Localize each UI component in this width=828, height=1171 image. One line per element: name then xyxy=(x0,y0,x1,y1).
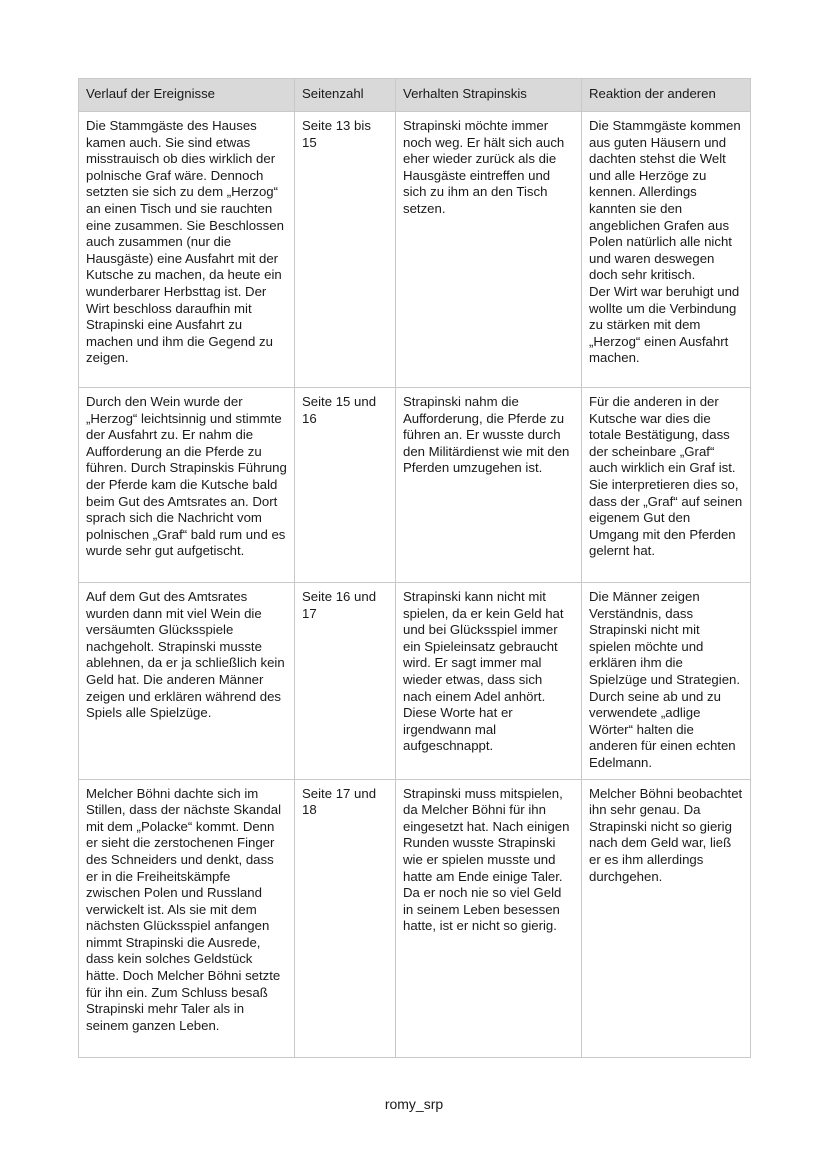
cell-verhalten: Strapinski muss mitspielen, da Melcher Böhni für ihn eingesetzt hat. Nach einigen Runden wusste Strapinski wie er spielen musste und hatte am Ende einige Taler. Da er noch nie so viel Geld in seinem Leben besessen hatte, ist er nicht so gierig. xyxy=(396,779,582,1057)
table-row xyxy=(79,779,751,1057)
cell-verlauf: Durch den Wein wurde der „Herzog“ leichtsinnig und stimmte der Ausfahrt zu. Er nahm die Aufforderung an die Pferde zu führen. Durch Strapinskis Führung der Pferde kam die Kutsche bald beim Gut des Amtsrates an. Dort sprach sich die Nachricht vom polnischen „Graf“ bald rum und es wurde sehr gut aufgetischt. xyxy=(79,388,295,583)
events-table xyxy=(78,78,751,1058)
cell-verlauf: Melcher Böhni dachte sich im Stillen, dass der nächste Skandal mit dem „Polacke“ kommt. Denn er sieht die zerstochenen Finger des Schneiders und denkt, dass er in die Freiheitskämpfe zwischen Polen und Russland verwickelt ist. Als sie mit dem nächsten Glücksspiel anfangen nimmt Strapinski die Ausrede, dass kein solches Geldstück hätte. Doch Melcher Böhni setzte für ihn ein. Zum Schluss besaß Strapinski mehr Taler als in seinem ganzen Leben. xyxy=(79,779,295,1057)
cell-reaktion: Die Männer zeigen Verständnis, dass Strapinski nicht mit spielen möchte und erklären ihm die Spielzüge und Strategien. Durch seine ab und zu verwendete „adlige Wörter“ halten die anderen für einen echten Edelmann. xyxy=(582,583,751,780)
cell-verlauf: Die Stammgäste des Hauses kamen auch. Sie sind etwas misstrauisch ob dies wirklich der polnische Graf wäre. Dennoch setzten sie sich zu dem „Herzog“ an einen Tisch und sie rauchten eine zusammen. Sie Beschlossen auch zusammen (nur die Hausgäste) eine Ausfahrt mit der Kutsche zu machen, da heute ein wunderbarer Herbsttag ist. Der Wirt beschloss daraufhin mit Strapinski eine Ausfahrt zu machen und ihm die Gegend zu zeigen. xyxy=(79,112,295,388)
cell-verhalten: Strapinski kann nicht mit spielen, da er kein Geld hat und bei Glücksspiel immer ein Spieleinsatz gebraucht wird. Er sagt immer mal wieder etwas, dass sich nach einem Adel anhört. Diese Worte hat er irgendwann mal aufgeschnappt. xyxy=(396,583,582,780)
cell-seitenzahl: Seite 15 und 16 xyxy=(295,388,396,583)
cell-verlauf: Auf dem Gut des Amtsrates wurden dann mit viel Wein die versäumten Glücksspiele nachgeholt. Strapinski musste ablehnen, da er ja schließlich kein Geld hat. Die anderen Männer zeigen und erklären während des Spiels alle Spielzüge. xyxy=(79,583,295,780)
table-row xyxy=(79,583,751,780)
table-row xyxy=(79,112,751,388)
cell-reaktion: Für die anderen in der Kutsche war dies die totale Bestätigung, dass der scheinbare „Graf“ auch wirklich ein Graf ist. Sie interpretieren dies so, dass der „Graf“ auf seinen eigenem Gut den Umgang mit den Pferden gelernt hat. xyxy=(582,388,751,583)
cell-seitenzahl: Seite 13 bis 15 xyxy=(295,112,396,388)
footer-author: romy_srp xyxy=(384,1096,444,1112)
header-seitenzahl: Seitenzahl xyxy=(295,79,396,112)
table-header-row xyxy=(79,79,751,112)
header-verhalten: Verhalten Strapinskis xyxy=(396,79,582,112)
cell-reaktion: Die Stammgäste kommen aus guten Häusern und dachten stehst die Welt und alle Herzöge zu kennen. Allerdings kannten sie den angeblichen Grafen aus Polen natürlich alle nicht und waren deswegen doch sehr kritisch. Der Wirt war beruhigt und wollte um die Verbindung zu stärken mit dem „Herzog“ einen Ausfahrt machen. xyxy=(582,112,751,388)
header-verlauf: Verlauf der Ereignisse xyxy=(79,79,295,112)
cell-reaktion: Melcher Böhni beobachtet ihn sehr genau. Da Strapinski nicht so gierig nach dem Geld war, ließ er es ihm allerdings durchgehen. xyxy=(582,779,751,1057)
cell-seitenzahl: Seite 17 und 18 xyxy=(295,779,396,1057)
cell-seitenzahl: Seite 16 und 17 xyxy=(295,583,396,780)
cell-verhalten: Strapinski nahm die Aufforderung, die Pferde zu führen an. Er wusste durch den Militärdienst wie mit den Pferden umzugehen ist. xyxy=(396,388,582,583)
header-reaktion: Reaktion der anderen xyxy=(582,79,751,112)
cell-verhalten: Strapinski möchte immer noch weg. Er hält sich auch eher wieder zurück als die Hausgäste eintreffen und sich zu ihm an den Tisch setzen. xyxy=(396,112,582,388)
table-row xyxy=(79,388,751,583)
